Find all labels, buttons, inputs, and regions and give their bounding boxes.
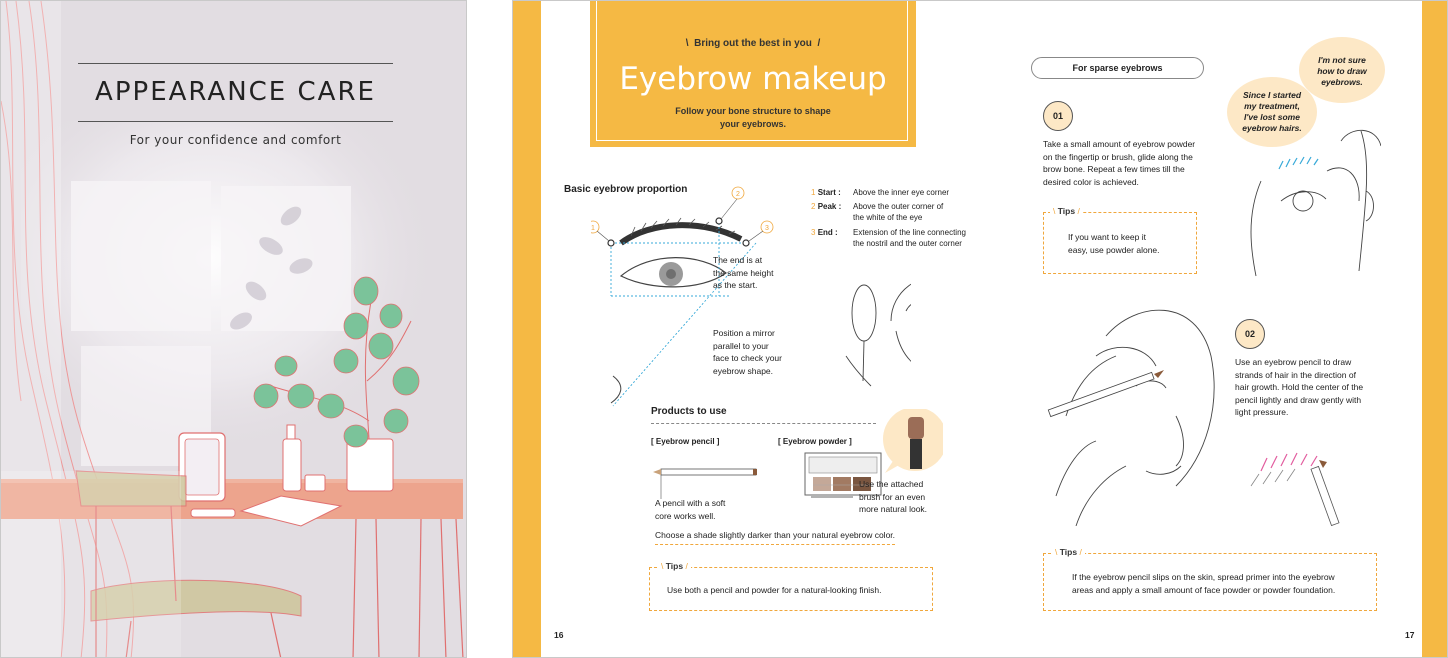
cover-page <box>0 0 467 658</box>
face-illustration-2 <box>1036 296 1226 526</box>
header-tagline: \ Bring out the best in you / <box>685 38 821 49</box>
sparse-heading: For sparse eyebrows <box>1031 57 1204 79</box>
shade-note: Choose a shade slightly darker than your natural eyebrow color. <box>655 529 895 545</box>
powder-note: Use the attached brush for an even more natural look. <box>859 479 928 514</box>
marker-2: 2 <box>736 191 740 198</box>
tips-text-step1: If you want to keep it easy, use powder alone. <box>1068 232 1160 255</box>
products-heading: Products to use <box>651 406 727 417</box>
cover-title: APPEARANCE CARE <box>95 77 376 107</box>
marker-3: 3 <box>765 225 769 232</box>
brow-strokes-illustration <box>1241 446 1371 526</box>
cover-rule-top <box>78 63 393 64</box>
powder-label: [ Eyebrow powder ] <box>778 437 852 446</box>
page-title: Eyebrow makeup <box>619 61 887 97</box>
pencil-label: [ Eyebrow pencil ] <box>651 437 720 446</box>
legend-item-start: 1 Start : Above the inner eye corner <box>811 188 950 197</box>
page-number-left: 16 <box>554 630 564 640</box>
step1-text: Take a small amount of eyebrow powder on the fingertip or brush, glide along the brow bone. Repeat a few times till the desired color is achieved. <box>1043 139 1196 187</box>
magazine-spread <box>512 0 1448 658</box>
step2-badge: 02 <box>1235 319 1265 349</box>
end-note: The end is at the same height as the start. <box>713 255 774 290</box>
tips-box-step1 <box>1043 206 1197 274</box>
proportion-heading: Basic eyebrow proportion <box>564 184 688 195</box>
legend-item-peak: 2 Peak : Above the outer corner of the white of the eye <box>811 202 944 222</box>
pencil-note: A pencil with a soft core works well. <box>655 498 726 521</box>
marker-1: 1 <box>591 225 595 232</box>
step1-badge: 01 <box>1043 101 1073 131</box>
mirror-note: Position a mirror parallel to your face to check your eyebrow shape. <box>713 328 782 376</box>
legend-item-end: 3 End : Extension of the line connecting the nostril and the outer corner <box>811 228 966 248</box>
cover-subtitle: For your confidence and comfort <box>129 133 342 147</box>
page-number-right: 17 <box>1405 630 1415 640</box>
spread-content <box>541 1 1422 657</box>
tips-label-left: \ Tips / <box>658 561 691 571</box>
speech-bubble-1-text: I'm not sure how to draw eyebrows. <box>1317 55 1367 87</box>
header-block <box>590 1 916 147</box>
speech-bubble-2-text: Since I started my treatment, I've lost some eyebrow hairs. <box>1242 90 1302 133</box>
tips-box-right <box>1043 547 1377 611</box>
step2-text: Use an eyebrow pencil to draw strands of hair in the direction of hair growth. Hold the center of the pencil lightly and draw gently with light pressure. <box>1235 357 1364 417</box>
header-subtitle: Follow your bone structure to shape your eyebrows. <box>675 106 831 129</box>
tips-label-step1: \ Tips / <box>1050 206 1083 216</box>
cover-rule-bottom <box>78 121 393 122</box>
tips-label-right: \ Tips / <box>1052 547 1085 557</box>
face-illustration-1 <box>1241 121 1381 281</box>
tips-box-left <box>649 561 933 611</box>
tips-text-right: If the eyebrow pencil slips on the skin, spread primer into the eyebrow areas and apply a small amount of face powder or powder foundation. <box>1072 572 1336 595</box>
tips-text-left: Use both a pencil and powder for a natural-looking finish. <box>667 585 882 595</box>
